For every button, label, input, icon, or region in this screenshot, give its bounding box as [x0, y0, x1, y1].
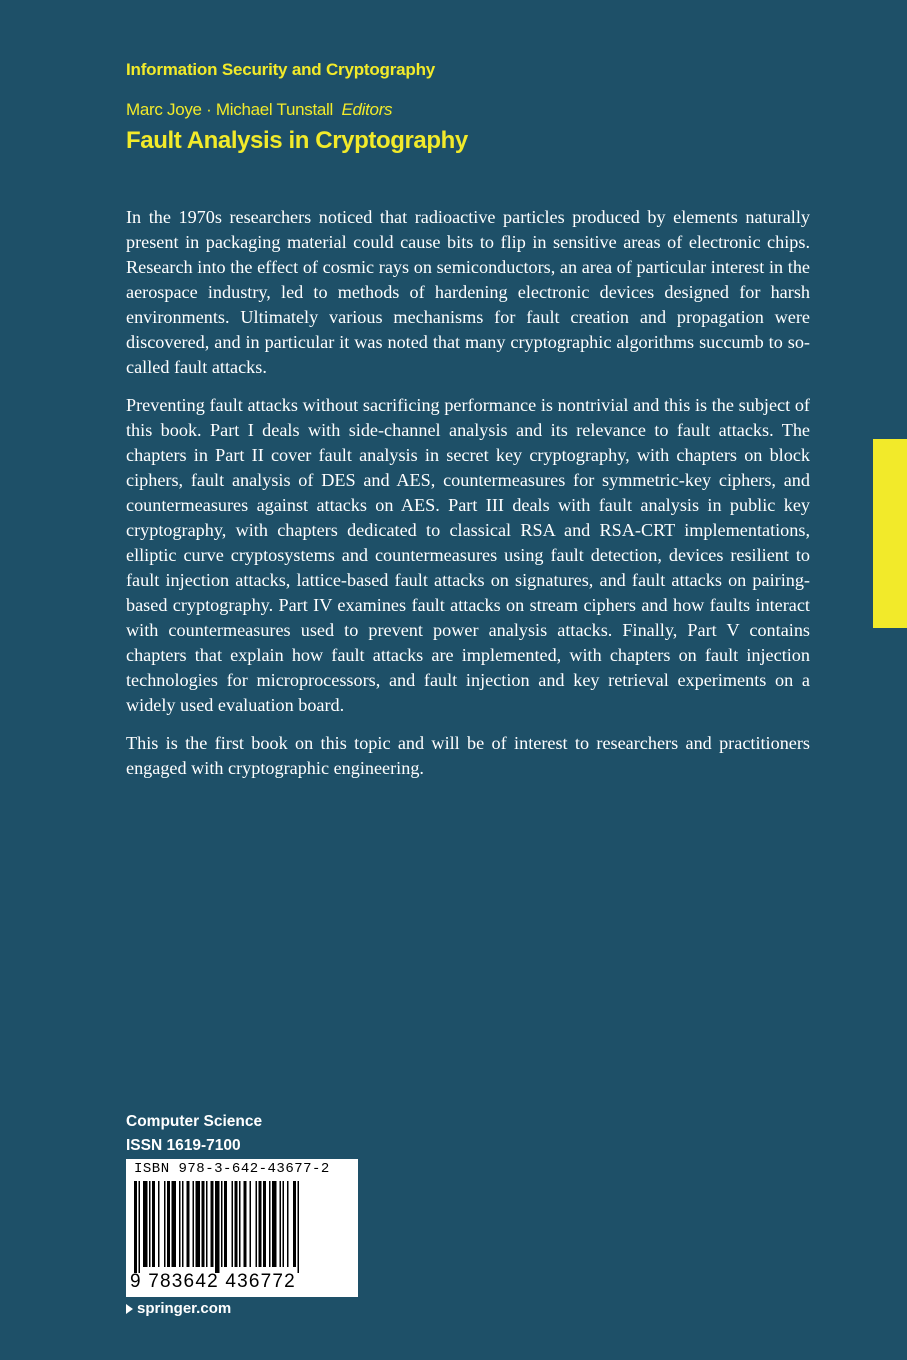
barcode-bar — [272, 1181, 277, 1267]
barcode-bar — [221, 1181, 223, 1267]
blurb-paragraph-1: In the 1970s researchers noticed that radioactive particles produced by elements naturally present in packaging material could cause bits to flip in sensitive areas of electronic chips. Research into the effect of cosmic rays on semiconductors, an area of particular interest in the aerospace industry, led to methods of hardening electronic devices designed for harsh environments. Ultimately various mechanisms for fault creation and propagation were discovered, and in particular it was noted that many cryptographic algorithms succumb to so-called fault attacks. — [126, 207, 810, 377]
barcode-bar — [193, 1181, 195, 1267]
blurb-paragraph-3: This is the first book on this topic and will be of interest to researchers and practitioners engaged with cryptographic engineering. — [126, 733, 810, 778]
blurb-paragraph-2: Preventing fault attacks without sacrificing performance is nontrivial and this is the subject of this book. Part I deals with side-channel analysis and its relevance to fault attacks. The chapters in Part II cover fault analysis in secret key cryptography, with chapters on block ciphers, fault analysis of DES and AES, countermeasures for symmetric-key ciphers, and countermeasures against attacks on AES. Part III deals with fault analysis in public key cryptography, with chapters dedicated to classical RSA and RSA-CRT implementations, elliptic curve cryptosystems and countermeasures using fault detection, devices resilient to fault injection attacks, lattice-based fault attacks on signatures, and fault attacks on pairing-based cryptography. Part IV examines fault attacks on stream ciphers and how faults interact with countermeasures used to prevent power analysis attacks. Finally, Part V contains chapters that explain how fault attacks are implemented, with chapters on fault injection technologies for microprocessors, and fault injection and key retrieval experiments on a widely used evaluation board. — [126, 395, 810, 715]
barcode-bar — [298, 1181, 300, 1273]
barcode-bar — [259, 1181, 262, 1267]
barcode-bar — [134, 1181, 137, 1273]
ean-digits: 9 783642 436772 — [130, 1271, 296, 1292]
barcode-bar — [206, 1181, 208, 1267]
barcode-bar — [202, 1181, 205, 1267]
edge-color-tab — [873, 439, 907, 628]
barcode-bars — [134, 1181, 350, 1273]
barcode — [126, 1159, 358, 1297]
barcode-bar — [158, 1181, 160, 1267]
barcode-bar — [164, 1181, 166, 1267]
book-title: Fault Analysis in Cryptography — [126, 127, 468, 154]
series-title: Information Security and Cryptography — [126, 60, 436, 79]
publisher-url: springer.com — [137, 1300, 232, 1317]
editors-role: Editors — [341, 100, 393, 119]
barcode-bar — [139, 1181, 141, 1273]
editor-names: Marc Joye · Michael Tunstall — [126, 100, 334, 119]
isbn-text: ISBN 978-3-642-43677-2 — [134, 1161, 330, 1177]
arrow-right-icon — [126, 1304, 133, 1314]
issn: ISSN 1619-7100 — [126, 1137, 241, 1154]
barcode-bar — [215, 1181, 220, 1273]
barcode-bar — [239, 1181, 241, 1267]
barcode-bar — [179, 1181, 181, 1267]
barcode-bar — [283, 1181, 285, 1267]
blurb — [126, 205, 810, 794]
barcode-bar — [232, 1181, 234, 1267]
barcode-bar — [167, 1181, 170, 1267]
publisher-link[interactable] — [126, 1300, 231, 1317]
barcode-bar — [235, 1181, 238, 1267]
barcode-bar — [187, 1181, 190, 1267]
subject-category: Computer Science — [126, 1113, 263, 1130]
barcode-bar — [182, 1181, 184, 1267]
barcode-bar — [224, 1181, 227, 1267]
barcode-bar — [196, 1181, 201, 1267]
barcode-bar — [280, 1181, 282, 1267]
barcode-bar — [287, 1181, 289, 1267]
barcode-bar — [143, 1181, 148, 1267]
barcode-bar — [293, 1181, 296, 1267]
barcode-bar — [152, 1181, 155, 1267]
barcode-bar — [211, 1181, 214, 1267]
barcode-bar — [250, 1181, 252, 1267]
barcode-bar — [256, 1181, 258, 1267]
barcode-bar — [244, 1181, 247, 1267]
barcode-bar — [149, 1181, 151, 1267]
editors-line — [126, 100, 392, 120]
barcode-bar — [263, 1181, 266, 1267]
subject-block — [126, 1110, 262, 1158]
barcode-bar — [269, 1181, 271, 1267]
barcode-bar — [172, 1181, 177, 1267]
